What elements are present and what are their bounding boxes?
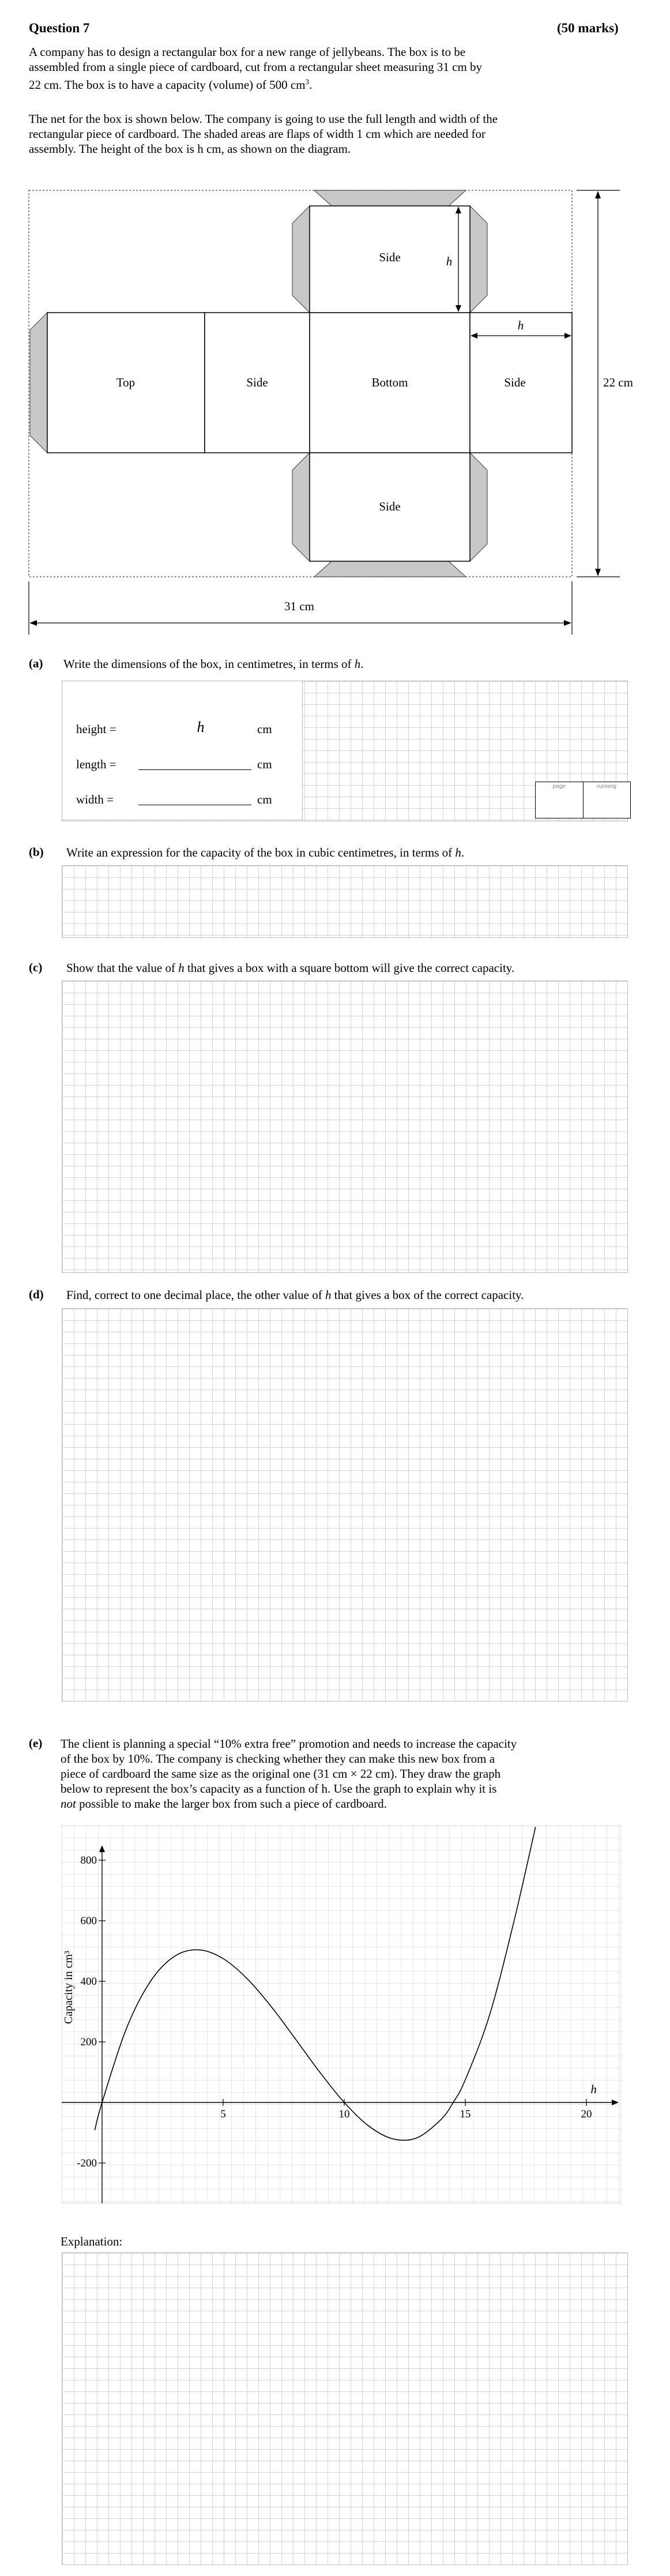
label-h-horizontal: h <box>517 318 524 332</box>
length-unit: cm <box>257 757 272 771</box>
label-side-upper: Side <box>379 250 401 264</box>
capacity-graph <box>62 1826 621 2203</box>
label-top: Top <box>116 375 135 389</box>
y-tick-label: 200 <box>80 2036 97 2048</box>
intro-line: A company has to design a rectangular box for a new range of jellybeans. The box is to be <box>29 45 466 59</box>
part-b-text: Write an expression for the capacity of the box in cubic centimetres, in terms of h. <box>66 846 465 859</box>
question-title: Question 7 <box>29 21 90 35</box>
part-b-answer-grid[interactable] <box>62 865 628 938</box>
page-cell: page <box>536 782 584 818</box>
x-tick-label: 10 <box>338 2108 350 2120</box>
flap-bottom <box>314 561 466 577</box>
label-31cm: 31 cm <box>284 599 314 613</box>
y-tick-label: -200 <box>77 2157 97 2169</box>
part-c-text: Show that the value of h that gives a box with a square bottom will give the correct capacity. <box>66 961 515 975</box>
intro-line: The net for the box is shown below. The company is going to use the full length and width of the <box>29 112 498 126</box>
label-side-lower: Side <box>379 500 401 513</box>
chart-grid <box>62 1826 621 2203</box>
x-tick-label: 15 <box>460 2108 471 2120</box>
width-label: width = <box>76 793 114 806</box>
part-e-text: The client is planning a special “10% extra free” promotion and needs to increase the capacity of the box by 10%. The company is checking whether they can make this new box from a piece of cardboard the same size as the original one (31 cm × 22 cm). They draw the graph below to represent the box’s capacity as a function of h. Use the graph to explain why it is not possible to make the larger box from such a piece of cardboard. <box>61 1737 517 1811</box>
question-marks: (50 marks) <box>557 21 619 35</box>
part-a-label: (a) <box>29 656 43 670</box>
part-b-label: (b) <box>29 845 44 859</box>
flap-lower-left <box>292 453 310 561</box>
height-label: height = <box>76 722 116 736</box>
intro-line: 22 cm. The box is to have a capacity (volume) of 500 $cm^3$. <box>29 77 313 92</box>
part-d-text: Find, correct to one decimal place, the other value of h that gives a box of the correct capacity. <box>66 1288 524 1302</box>
flap-upper-left <box>292 206 310 313</box>
label-22cm: 22 cm <box>603 375 633 389</box>
y-tick-label: 600 <box>80 1915 97 1927</box>
x-tick-label: 5 <box>220 2108 226 2120</box>
running-cell: running <box>597 783 616 790</box>
label-bottom: Bottom <box>371 375 408 389</box>
height-value: h <box>197 719 205 735</box>
label-h-vertical: h <box>446 254 453 268</box>
label-side-right: Side <box>504 375 526 389</box>
part-c-answer-grid[interactable] <box>62 981 628 1273</box>
width-unit: cm <box>257 793 272 806</box>
part-d-answer-grid[interactable] <box>62 1308 628 1702</box>
height-unit: cm <box>257 722 272 736</box>
flap-left <box>30 313 47 453</box>
intro-line: assembly. The height of the box is h cm, as shown on the diagram. <box>29 142 351 156</box>
part-a-text: Write the dimensions of the box, in centimetres, in terms of h. <box>63 657 364 671</box>
part-c-label: (c) <box>29 960 43 974</box>
y-tick-label: 400 <box>80 1976 97 1988</box>
intro-line: assembled from a single piece of cardboard, cut from a rectangular sheet measuring 31 cm by <box>29 60 483 74</box>
length-label: length = <box>76 757 116 771</box>
intro-paragraph-2 <box>29 111 617 156</box>
y-tick-label: 800 <box>80 1854 97 1867</box>
x-tick-label: 20 <box>581 2108 592 2120</box>
length-answer-line[interactable] <box>138 769 251 770</box>
flap-lower-right <box>470 453 487 561</box>
intro-line: rectangular piece of cardboard. The shaded areas are flaps of width 1 cm which are needed for <box>29 127 485 141</box>
y-axis-label: Capacity in cm³ <box>62 1950 75 2025</box>
part-e-explanation-grid[interactable] <box>62 2252 628 2565</box>
intro-paragraph-1 <box>29 44 617 92</box>
x-axis-label: h <box>590 2082 597 2096</box>
capacity-chart <box>62 1826 621 2203</box>
part-e-label: (e) <box>29 1736 43 1750</box>
page-running-box <box>535 782 631 818</box>
explanation-label: Explanation: <box>61 2235 123 2248</box>
box-net-diagram <box>0 173 670 646</box>
label-side-left: Side <box>246 375 268 389</box>
flap-top <box>314 190 466 206</box>
part-d-label: (d) <box>29 1287 44 1301</box>
flap-upper-right <box>470 206 487 313</box>
